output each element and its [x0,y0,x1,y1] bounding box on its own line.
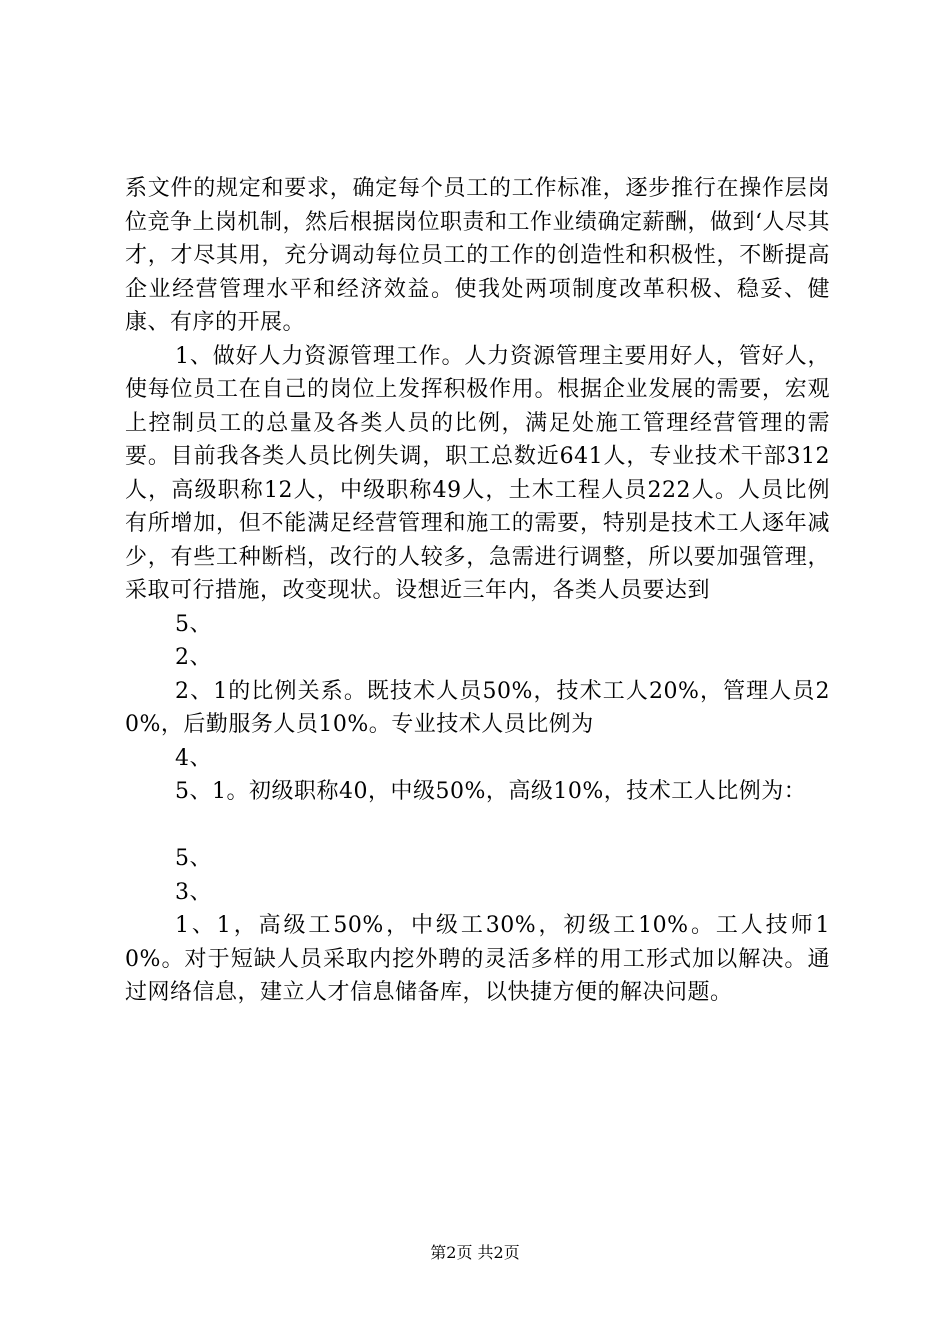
page-footer: 第2页 共2页 [430,1243,520,1262]
paragraph-ratio-3: 3、 [175,879,212,905]
paragraph-worker-ratio: 1、1，高级工50%，中级工30%，初级工10%。工人技师10%。对于短缺人员采取内挖外聘的灵活多样的用工形式加以解决。通过网络信息，建立人才信息储备库，以快捷方便的解决问题。 [125,913,830,1005]
paragraph-hr-management: 1、做好人力资源管理工作。人力资源管理主要用好人，管好人，使每位员工在自己的岗位上发挥积极作用。根据企业发展的需要，宏观上控制员工的总量及各类人员的比例，满足处施工管理经营管理的需要。目前我各类人员比例失调，职工总数近641人，专业技术干部312人，高级职称12人，中级职称49人，土木工程人员222人。人员比例有所增加，但不能满足经营管理和施工的需要，特别是技术工人逐年减少，有些工种断档，改行的人较多，急需进行调整，所以要加强管理，采取可行措施，改变现状。设想近三年内，各类人员要达到 [125,343,830,603]
paragraph-intro: 系文件的规定和要求，确定每个员工的工作标准，逐步推行在操作层岗位竞争上岗机制，然后根据岗位职责和工作业绩确定薪酬，做到‘人尽其才，才尽其用，充分调动每位员工的工作的创造性和积极性，不断提高企业经营管理水平和经济效益。使我处两项制度改革积极、稳妥、健康、有序的开展。 [125,176,830,335]
paragraph-ratio-2: 2、 [175,645,212,670]
paragraph-ratio-5b: 5、 [175,846,212,871]
paragraph-ratio-relation: 2、1的比例关系。既技术人员50%，技术工人20%，管理人员20%，后勤服务人员10%。专业技术人员比例为 [125,678,830,737]
paragraph-ratio-4: 4、 [175,745,212,771]
document-body [125,172,830,1010]
paragraph-title-ratio: 5、1。初级职称40，中级50%，高级10%，技术工人比例为： [175,779,807,804]
blank-line [125,809,830,843]
paragraph-ratio-5: 5、 [175,611,212,637]
